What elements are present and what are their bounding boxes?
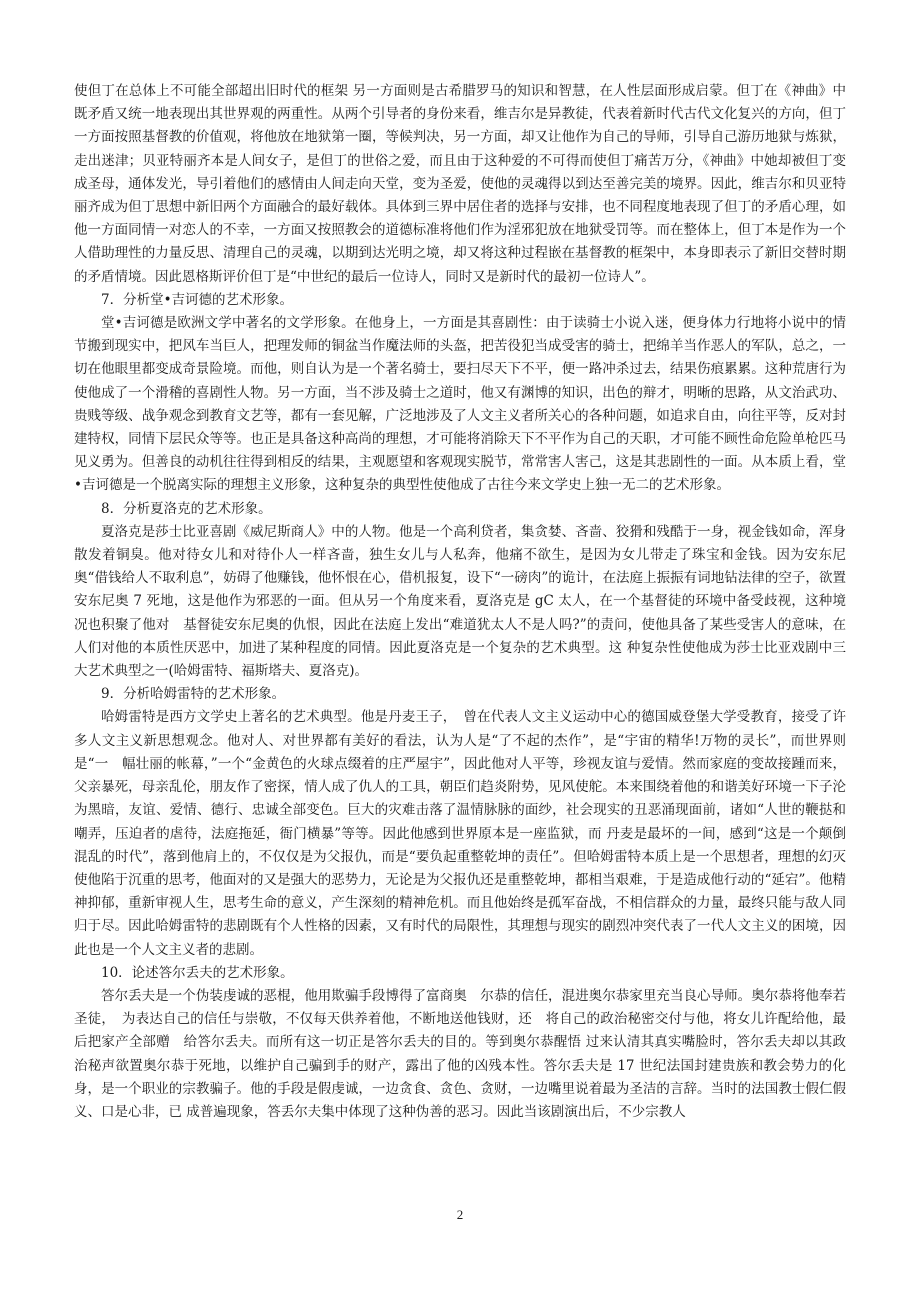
- question-8-heading: 8．分析夏洛克的艺术形象。: [101, 500, 272, 517]
- paragraph-shylock: 夏洛克是莎士比亚喜剧《威尼斯商人》中的人物。他是一个高利贷者，集贪婪、吝啬、狡猾和残酷于一身，视金钱如命，浑身散发着铜臭。他对待女儿和对待仆人一样吝啬，独生女儿与人私奔，他痛不欲生，是因为女儿带走了珠宝和金钱。因为安东尼奥“借钱给人不取利息”，妨碍了他赚钱，他怀恨在心，借机报复，设下“一磅肉”的诡计，在法庭上振振有词地钻法律的空子，欲置安东尼奥 7 死地，这是他作为邪恶的一面。但从另一个角度来看，夏洛克是 gC 太人，在一个基督徒的环境中备受歧视，这种境况也积聚了他对 基督徒安东尼奥的仇恨，因此在法庭上发出“难道犹太人不是人吗?”的责问，使他具备了某些受害人的意味，在人们对他的本质性厌恶中，加进了某种程度的同情。因此夏洛克是一个复杂的艺术典型。这 种复杂性使他成为莎士比亚戏剧中三大艺术典型之一(哈姆雷特、福斯塔夫、夏洛克)。: [74, 523, 846, 680]
- paragraph-tartuffe: 答尔丢夫是一个伪装虔诚的恶棍，他用欺骗手段博得了富商奥 尔恭的信任，混进奥尔恭家里充当良心导师。奥尔恭将他奉若圣徒， 为表达自己的信任与崇敬，不仅每天供养着他，不断地送他钱财，还 将自己的政治秘密交付与他，将女儿许配给他，最后把家产全部赠 给答尔丢夫。而所有这一切正是答尔丢夫的目的。等到奥尔恭醒悟 过来认清其真实嘴脸时，答尔丢夫却以其政治秘声欲置奥尔恭于死地，以维护自己骗到手的财产，露出了他的凶残本性。答尔丢夫是 17 世纪法国封建贵族和教会势力的化身，是一个职业的宗教骗子。他的手段是假虔诚，一边贪食、贪色、贪财，一边嘴里说着最为圣洁的言辞。当时的法国教士假仁假义、口是心非，已 成普遍现象，答丢尔夫集中体现了这种伪善的恶习。因此当该剧演出后，不少宗教人: [74, 987, 846, 1120]
- document-page: [74, 80, 846, 1250]
- page-number: 2: [456, 1207, 464, 1222]
- paragraph-don-quixote: 堂•吉诃德是欧洲文学中著名的文学形象。在他身上，一方面是其喜剧性：由于读骑士小说入迷，便身体力行地将小说中的情节搬到现实中，把风车当巨人，把理发师的铜盆当作魔法师的头盔，把苦役犯当成受害的骑士，把绵羊当作恶人的军队，总之，一切在他眼里都变成奇景险境。而他，则自认为是一个著名骑士，要扫尽天下不平，便一路冲杀过去，结果伤痕累累。这种荒唐行为使他成了一个滑稽的喜剧性人物。另一方面，当不涉及骑士之道时，他又有渊博的知识，出色的辩才，明晰的思路，从文治武功、贵贱等级、战争观念到教育文艺等，都有一套见解，广泛地涉及了人文主义者所关心的各种问题，如追求自由，向往平等，反对封建特权，同情下层民众等等。也正是具备这种高尚的理想，才可能将消除天下不平作为自己的天职，才可能不顾性命危险单枪匹马见义勇为。但善良的动机往往得到相反的结果，主观愿望和客观现实脱节，常常害人害己，这是其悲剧性的一面。从本质上看，堂•吉诃德是一个脱离实际的理想主义形象，这种复杂的典型性使他成了古往今来文学史上独一无二的艺术形象。: [74, 315, 846, 494]
- question-7-heading: 7．分析堂•吉诃德的艺术形象。: [101, 291, 294, 308]
- paragraph-hamlet: 哈姆雷特是西方文学史上著名的艺术典型。他是丹麦王子， 曾在代表人文主义运动中心的德国威登堡大学受教育，接受了许多人文主义新思想观念。他对人、对世界都有美好的看法，认为人是“了不起的杰作”，是“宇宙的精华!万物的灵长”，而世界则是“一 幅壮丽的帐幕，”一个“金黄色的火球点缀着的庄严屋宇”，因此他对人平等，珍视友谊与爱情。然而家庭的变故接踵而来，父亲暴死，母亲乱伦，朋友作了密探，情人成了仇人的工具，朝臣们趋炎附势，见风使舵。本来围绕着他的和谐美好环境一下子沦为黑暗，友谊、爱情、德行、忠诚全部变色。巨大的灾难击落了温情脉脉的面纱，社会现实的丑恶涌现面前，诸如“人世的鞭挞和嘲弄，压迫者的虐待，法庭拖延，衙门横暴”等等。因此他感到世界原本是一座监狱，而 丹麦是最坏的一间，感到“这是一个颠倒混乱的时代”，落到他肩上的，不仅仅是为父报仇，而是“要负起重整乾坤的责任”。但哈姆雷特本质上是一个思想者，理想的幻灭使他陷于沉重的思考，他面对的又是强大的恶势力，无论是为父报仇还是重整乾坤，都相当艰难，于是造成他行动的“延宕”。他精神抑郁，重新审视人生，思考生命的意义，产生深刻的精神危机。而且他始终是孤军奋战，不相信群众的力量，最终只能与敌人同归于尽。因此哈姆雷特的悲剧既有个人性格的因素，又有时代的局限性，其理想与现实的剧烈冲突代表了一代人文主义的困境，因此也是一个人文主义者的悲剧。: [74, 709, 846, 958]
- paragraph-dante-conclusion: 使但丁在总体上不可能全部超出旧时代的框架 另一方面则是古希腊罗马的知识和智慧，在人性层面形成启蒙。但丁在《神曲》中既矛盾又统一地表现出其世界观的两重性。从两个引导者的身份来看，维吉尔是异教徒，代表着新时代古代文化复兴的方向，但丁一方面按照基督教的价值观，将他放在地狱第一圈，等候判决，另一方面，却又让他作为自己的导师，引导自己游历地狱与炼狱，走出迷津；贝亚特丽齐本是人间女子，是但丁的世俗之爱，而且由于这种爱的不可得而使但丁痛苦万分，《神曲》中她却被但丁变成圣母，通体发光，导引着他们的感情由人间走向天堂，变为圣爱，使他的灵魂得以到达至善完美的境界。因此，维吉尔和贝亚特丽齐成为但丁思想中新旧两个方面融合的最好载体。具体到三界中居住者的选择与安排，也不同程度地表现了但丁的矛盾心理，如他一方面同情一对恋人的不幸，一方面又按照教会的道德标准将他们作为淫邪犯放在地狱受罚等。而在整体上，但丁本是作为一个人借助理性的力量反思、清理自己的灵魂，以期到达光明之境，却又将这种过程嵌在基督教的框架中，本身即表示了新旧交替时期的矛盾情境。因此恩格斯评价但丁是“中世纪的最后一位诗人，同时又是新时代的最初一位诗人”。: [74, 83, 846, 285]
- question-9-heading: 9．分析哈姆雷特的艺术形象。: [101, 686, 286, 703]
- question-10-heading: 10．论述答尔丢夫的艺术形象。: [101, 964, 294, 981]
